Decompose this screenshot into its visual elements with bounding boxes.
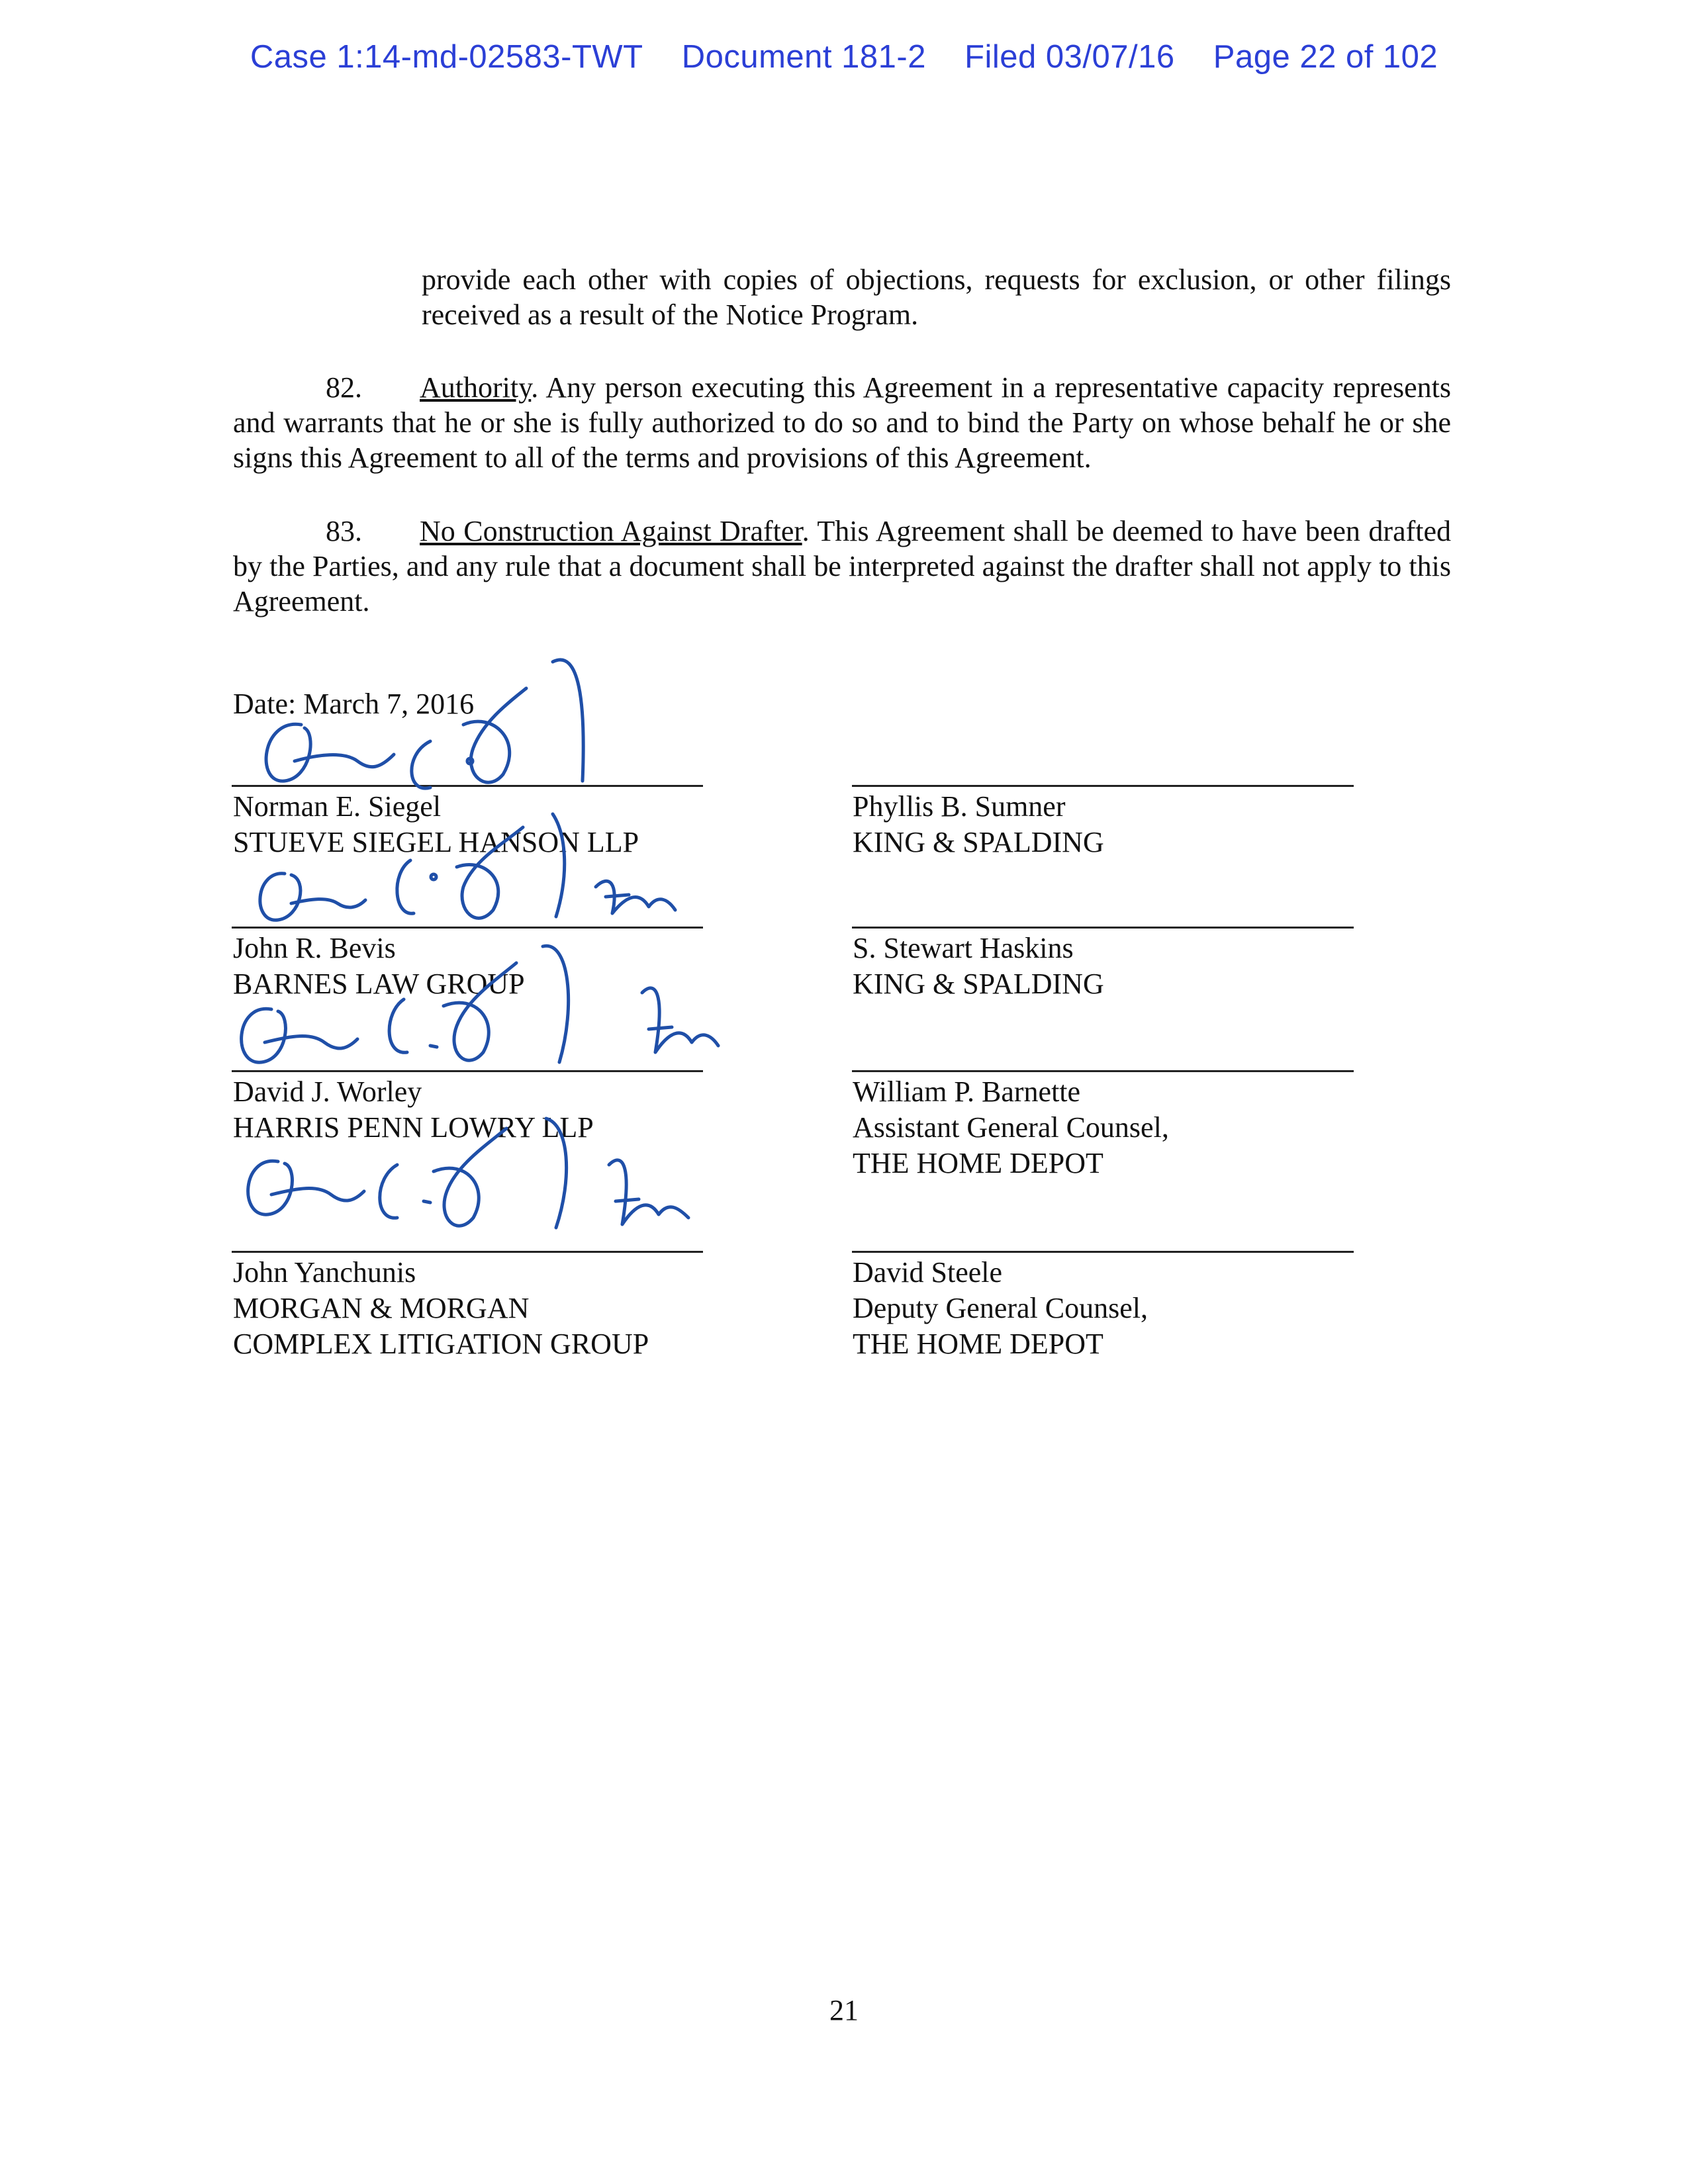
paragraph-heading: No Construction Against Drafter — [420, 515, 802, 547]
signatory-name: Phyllis B. Sumner — [853, 790, 1066, 823]
signatory-firm: KING & SPALDING — [853, 826, 1104, 858]
signatory-name: Norman E. Siegel — [233, 790, 442, 823]
case-number: Case 1:14-md-02583-TWT — [250, 39, 643, 75]
signatory-title: Deputy General Counsel, — [853, 1292, 1148, 1324]
signatory-block — [853, 1074, 1169, 1181]
signature-line — [852, 1070, 1354, 1072]
paragraph-text: . Any person executing this Agreement in a representative capacity represents and warrants that he or she is fully authorized to do so and to bind the Party on whose behalf he or she signs this Agreement to all of the terms and provisions of this Agreement. — [233, 371, 1451, 474]
filed-date: Filed 03/07/16 — [964, 39, 1175, 75]
signatory-block — [233, 1255, 649, 1362]
signatory-title: Assistant General Counsel, — [853, 1111, 1169, 1144]
signatory-block — [233, 931, 525, 1002]
court-filing-header — [0, 38, 1688, 75]
signature-line — [232, 785, 703, 787]
paragraph-83 — [233, 514, 1451, 619]
signatory-name: David Steele — [853, 1256, 1003, 1289]
handwritten-signature — [266, 660, 583, 788]
signatory-firm: MORGAN & MORGAN — [233, 1292, 530, 1324]
signatory-firm: BARNES LAW GROUP — [233, 968, 525, 1000]
paragraph-82 — [233, 370, 1451, 475]
paragraph-number: 83. — [326, 515, 362, 547]
signature-line — [852, 927, 1354, 929]
signatory-name: John Yanchunis — [233, 1256, 416, 1289]
signatory-firm: KING & SPALDING — [853, 968, 1104, 1000]
signatory-block — [853, 789, 1104, 860]
page-indicator: Page 22 of 102 — [1213, 39, 1438, 75]
signatory-firm: THE HOME DEPOT — [853, 1328, 1103, 1360]
signatory-name: John R. Bevis — [233, 932, 396, 964]
paragraph-text: . This Agreement shall be deemed to have been drafted by the Parties, and any rule that a document shall be interpreted against the drafter shall not apply to this Agreement. — [233, 515, 1452, 617]
signatory-firm: THE HOME DEPOT — [853, 1147, 1103, 1179]
signatory-block — [853, 931, 1104, 1002]
signature-line — [232, 1251, 703, 1253]
page-number: 21 — [829, 1994, 859, 2026]
signature-line — [852, 785, 1354, 787]
paragraph-number: 82. — [326, 371, 362, 404]
signatory-block — [233, 789, 639, 860]
signature-date: Date: March 7, 2016 — [233, 688, 475, 720]
paragraph-heading: Authority — [420, 371, 532, 404]
signatory-block — [233, 1074, 594, 1146]
signature-line — [852, 1251, 1354, 1253]
signatory-firm: STUEVE SIEGEL HANSON LLP — [233, 826, 639, 858]
document-number: Document 181-2 — [681, 39, 926, 75]
signature-line — [232, 927, 703, 929]
signatory-firm: COMPLEX LITIGATION GROUP — [233, 1328, 649, 1360]
signatory-block — [853, 1255, 1148, 1362]
signatory-name: William P. Barnette — [853, 1075, 1081, 1108]
continuation-paragraph: provide each other with copies of objections, requests for exclusion, or other filings received as a result of the Notice Program. — [422, 263, 1451, 331]
signatory-firm: HARRIS PENN LOWRY LLP — [233, 1111, 594, 1144]
signature-line — [232, 1070, 703, 1072]
signatory-name: David J. Worley — [233, 1075, 422, 1108]
signatory-name: S. Stewart Haskins — [853, 932, 1074, 964]
